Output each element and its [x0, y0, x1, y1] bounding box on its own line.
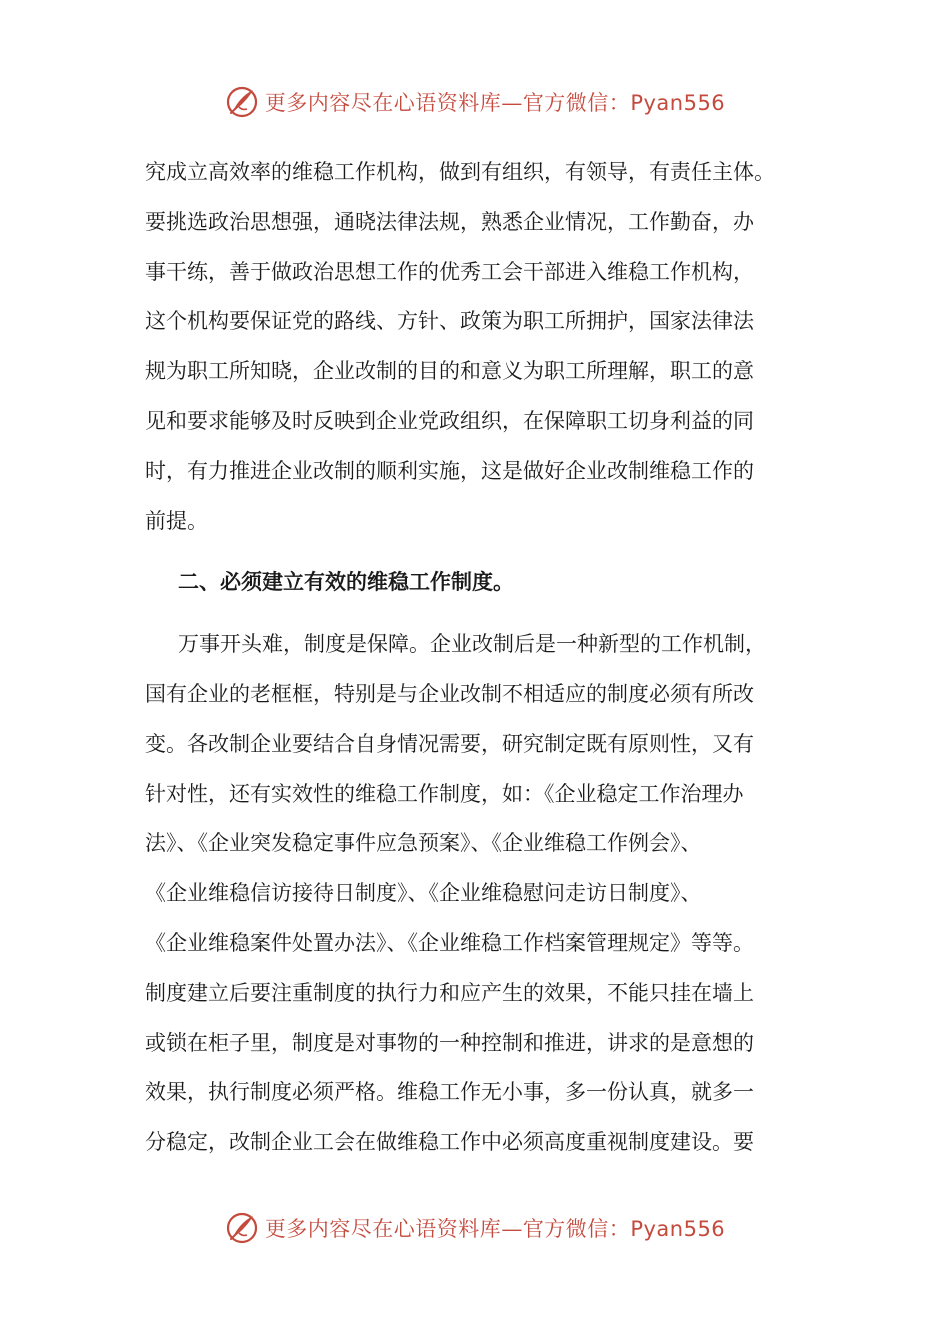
paragraph-line: 《企业维稳案件处置办法》、《企业维稳工作档案管理规定》等等。	[145, 930, 754, 955]
paragraph-line: 分稳定，改制企业工会在做维稳工作中必须高度重视制度建设。要	[145, 1130, 754, 1155]
quill-pen-logo-icon	[225, 1211, 259, 1245]
paragraph-2	[145, 620, 805, 1168]
footer-banner-inner	[225, 1211, 725, 1245]
paragraph-line: 时，有力推进企业改制的顺利实施，这是做好企业改制维稳工作的	[145, 458, 754, 483]
paragraph-line: 效果，执行制度必须严格。维稳工作无小事，多一份认真，就多一	[145, 1080, 754, 1105]
paragraph-line: 《企业维稳信访接待日制度》、《企业维稳慰问走访日制度》、	[145, 881, 702, 906]
banner-handle: Pyan556	[630, 1217, 726, 1241]
paragraph-line: 制度建立后要注重制度的执行力和应产生的效果，不能只挂在墙上	[145, 980, 754, 1005]
paragraph-line: 究成立高效率的维稳工作机构，做到有组织，有领导，有责任主体。	[145, 160, 775, 184]
paragraph-line: 国有企业的老框框，特别是与企业改制不相适应的制度必须有所改	[145, 681, 754, 706]
paragraph-line: 事干练，善于做政治思想工作的优秀工会干部进入维稳工作机构，	[145, 259, 754, 284]
banner-main-text: 更多内容尽在心语资料库	[264, 91, 502, 115]
paragraph-line: 法》、《企业突发稳定事件应急预案》、《企业维稳工作例会》、	[145, 831, 702, 856]
document-body	[145, 148, 805, 1168]
banner-text	[265, 1213, 725, 1243]
paragraph-line: 变。各改制企业要结合自身情况需要，研究制定既有原则性，又有	[145, 731, 754, 756]
quill-pen-logo-icon	[225, 85, 259, 119]
footer-watermark-banner	[0, 1208, 950, 1248]
banner-dash: —	[501, 91, 523, 115]
header-banner-inner	[225, 85, 725, 119]
banner-dash: —	[501, 1217, 523, 1241]
paragraph-line: 这个机构要保证党的路线、方针、政策为职工所拥护，国家法律法	[145, 309, 754, 334]
banner-wechat-label: 官方微信：	[522, 1217, 631, 1241]
paragraph-line: 万事开头难，制度是保障。企业改制后是一种新型的工作机制，	[178, 632, 766, 657]
banner-wechat-label: 官方微信：	[522, 91, 631, 115]
banner-text	[265, 87, 725, 117]
paragraph-line: 针对性，还有实效性的维稳工作制度，如：《企业稳定工作治理办	[145, 781, 744, 806]
section-heading: 二、必须建立有效的维稳工作制度。	[178, 570, 514, 595]
banner-handle: Pyan556	[630, 91, 726, 115]
paragraph-line: 或锁在柜子里，制度是对事物的一种控制和推进，讲求的是意想的	[145, 1030, 754, 1055]
paragraph-line: 要挑选政治思想强，通晓法律法规，熟悉企业情况，工作勤奋，办	[145, 209, 754, 234]
header-watermark-banner	[0, 82, 950, 122]
paragraph-line: 见和要求能够及时反映到企业党政组织，在保障职工切身利益的同	[145, 408, 754, 433]
banner-main-text: 更多内容尽在心语资料库	[264, 1217, 502, 1241]
paragraph-line: 规为职工所知晓，企业改制的目的和意义为职工所理解，职工的意	[145, 359, 754, 384]
paragraph-line: 前提。	[145, 508, 208, 533]
paragraph-1	[145, 148, 805, 546]
